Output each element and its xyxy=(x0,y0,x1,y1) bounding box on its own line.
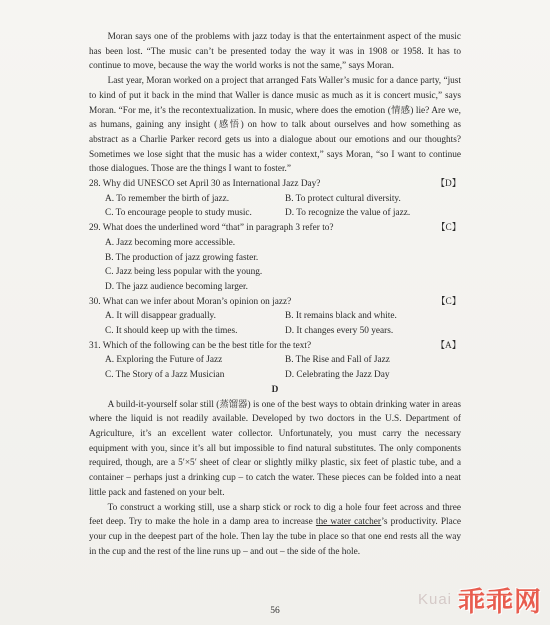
paragraph xyxy=(89,501,461,560)
page-number: 56 xyxy=(270,606,280,616)
option: B. The production of jazz growing faster. xyxy=(105,252,259,263)
question-30 xyxy=(89,295,461,310)
section-heading: D xyxy=(271,384,279,395)
option: D. The jazz audience becoming larger. xyxy=(105,281,248,292)
option: C. The Story of a Jazz Musician xyxy=(105,370,225,381)
question-stem: 30. What can we infer about Moran’s opinion on jazz? xyxy=(89,296,292,307)
option: A. To remember the birth of jazz. xyxy=(105,193,230,204)
option: B. The Rise and Fall of Jazz xyxy=(285,355,390,366)
answer-key: 【C】 xyxy=(436,223,461,234)
page-content xyxy=(89,30,461,559)
text-run: To construct a working still, use a sharp stick or rock to dig a hole four feet across and three feet deep. Try to make the hole in a damp area to increase xyxy=(89,502,461,528)
paragraph: A build-it-yourself solar still (蒸馏器) is one of the best ways to obtain drinking water in areas where the liquid is not readily available. Developed by two doctors in the U.S. Department of Agriculture, it’s an excellent water collector. Unfortunately, you must carry the necessary equipment with you, since it’s all but impossible to find natural substitutes. The only components required, though, are a 5′×5′ sheet of clear or slightly milky plastic, six feet of plastic tube, and a container – perhaps just a drinking cup – to catch the water. These pieces can be folded into a neat little pack and fastened on your belt. xyxy=(89,399,461,498)
option: A. Exploring the Future of Jazz xyxy=(105,355,223,366)
watermark-ghost-text: Kuai xyxy=(417,591,452,608)
option: D. Celebrating the Jazz Day xyxy=(285,370,390,381)
option: D. To recognize the value of jazz. xyxy=(285,208,411,219)
option: A. Jazz becoming more accessible. xyxy=(105,237,236,248)
paragraph: Moran says one of the problems with jazz today is that the entertainment aspect of the music has been lost. “The music can’t be presented today the way it was in 1908 or 1958. It has to continue to move, because the way the world works is not the same,” says Moran. xyxy=(89,32,461,72)
option: B. It remains black and white. xyxy=(285,311,397,322)
question-28 xyxy=(89,177,461,192)
answer-key: 【A】 xyxy=(435,340,461,351)
watermark xyxy=(418,580,542,619)
option: A. It will disappear gradually. xyxy=(105,311,216,322)
option: C. To encourage people to study music. xyxy=(105,208,252,219)
answer-key: 【D】 xyxy=(435,179,461,190)
option: B. To protect cultural diversity. xyxy=(285,193,401,204)
option: D. It changes every 50 years. xyxy=(285,326,394,337)
question-stem: 28. Why did UNESCO set April 30 as International Jazz Day? xyxy=(89,179,321,190)
options-row xyxy=(89,368,461,383)
options-row xyxy=(89,309,461,324)
options-row xyxy=(89,192,461,207)
watermark-logo: 乖乖网 xyxy=(458,587,542,618)
text-run: ’s productivity. Place your cup in the deepest part of the hole. Then lay the tube in place so that one end rests all the way in the cup and the rest of the line runs up – and out – the side of the hole. xyxy=(89,517,461,557)
answer-key: 【C】 xyxy=(436,296,461,307)
question-stem: 29. What does the underlined word “that” in paragraph 3 refer to? xyxy=(89,223,334,234)
options-row xyxy=(89,324,461,339)
question-stem: 31. Which of the following can be the best title for the text? xyxy=(89,340,312,351)
options-row xyxy=(89,353,461,368)
underlined-phrase: the water catcher xyxy=(315,517,382,528)
option: C. Jazz being less popular with the young. xyxy=(105,267,263,278)
question-29 xyxy=(89,221,461,236)
paragraph: Last year, Moran worked on a project that arranged Fats Waller’s music for a dance party, “just to kind of put it back in the mind that Waller is dance music as much as it is concert music,” says Moran. “For me, it’s the recontextualization. In music, where does the emotion (情感) lie? Are we, as humans, gaining any insight (感悟) on how to talk about ourselves and how something as abstract as a Charlie Parker record gets us into a dialogue about our emotions and our thoughts? Sometimes we lose sight that the music has a wider context,” says Moran, “so I want to continue those dialogues. Those are the things I want to foster.” xyxy=(89,76,461,175)
question-31 xyxy=(89,339,461,354)
option: C. It should keep up with the times. xyxy=(105,326,238,337)
options-row xyxy=(89,206,461,221)
